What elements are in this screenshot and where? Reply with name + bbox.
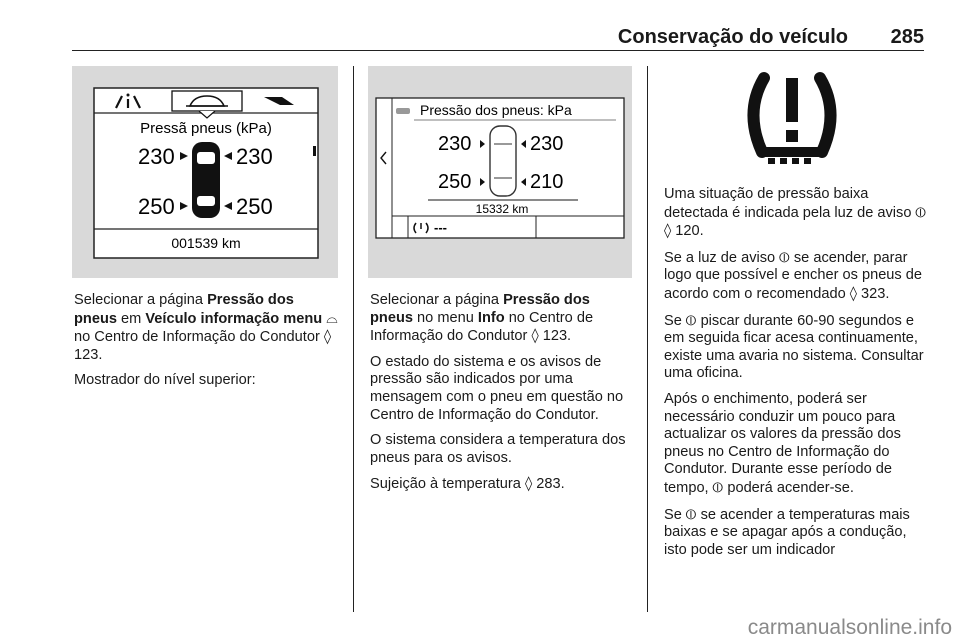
tire-pressure-warning-icon	[662, 66, 924, 174]
figure-tire-pressure-info-display	[368, 66, 632, 278]
paragraph: O estado do sistema e os avisos de pressão são indicados por uma mensagem com o pneu em questão no Centro de Informação do Condutor.	[370, 353, 624, 423]
page-header	[0, 0, 960, 52]
figure-tire-pressure-warning-lamp	[662, 66, 924, 174]
odometer: 001539 km	[171, 235, 241, 251]
column-divider-1	[353, 66, 354, 612]
tire-pressure-display-2	[368, 66, 632, 278]
rear-left-pressure: 250	[438, 171, 472, 193]
page-reference-icon: ◊	[323, 328, 332, 346]
rear-left-pressure: 250	[138, 194, 175, 219]
page-reference-icon: ◊	[849, 284, 857, 302]
front-right-pressure: 230	[236, 144, 273, 169]
paragraph: Uma situação de pressão baixa detectada é indicada pela luz de aviso ⦶ ◊ 120.	[664, 186, 927, 240]
car-outline-icon	[490, 126, 516, 196]
column-divider-2	[647, 66, 648, 612]
paragraph: Se a luz de aviso ⦶ se acender, parar logo que possível e encher os pneus de acordo com o recomendado ◊ 323.	[664, 248, 923, 302]
paragraph: O sistema considera a temperatura dos pneus para os avisos.	[370, 432, 626, 466]
paragraph: Se ⦶ se acender a temperaturas mais baixas e se apagar após a condução, isto pode ser um indicador	[664, 505, 910, 558]
paragraph: Se ⦶ piscar durante 60-90 segundos e em seguida ficar acesa continuamente, existe uma avaria no sistema. Consultar uma oficina.	[664, 311, 924, 382]
column-2-text	[370, 292, 634, 502]
rear-right-pressure: 210	[530, 171, 564, 193]
page-title: Conservação do veículo	[617, 26, 848, 48]
tire-warning-icon: ⦶	[915, 203, 927, 221]
display-title: Pressã pneus (kPa)	[140, 120, 272, 137]
header-rule	[72, 50, 924, 51]
page-number: 285	[890, 26, 924, 48]
figure-tire-pressure-upper-display	[72, 66, 338, 278]
tire-warning-icon: ⦶	[712, 478, 724, 496]
front-right-pressure: 230	[530, 133, 564, 155]
car-menu-icon: ⌓	[326, 309, 338, 327]
watermark: carmanualsonline.info	[747, 616, 952, 639]
display-title: Pressão dos pneus: kPa	[420, 102, 572, 118]
paragraph: Após o enchimento, poderá ser necessário conduzir um pouco para actualizar os valores da pressão dos pneus no Centro de Informação do Condutor. Durante esse período de tempo, ⦶ poderá acender-se.	[664, 390, 901, 496]
paragraph: Selecionar a página Pressão dos pneus em Veículo informação menu ⌓ no Centro de Informação do Condutor ◊ 123.	[74, 292, 338, 363]
page-reference-icon: ◊	[664, 222, 672, 240]
small-car-icon	[396, 108, 410, 114]
tire-pressure-display-1	[72, 66, 338, 278]
page-reference-icon: ◊	[531, 327, 539, 345]
paragraph: Mostrador do nível superior:	[74, 372, 256, 389]
system-status: ---	[434, 220, 447, 235]
car-top-view-icon	[192, 142, 220, 218]
column-1-text	[74, 292, 340, 398]
front-left-pressure: 230	[138, 144, 175, 169]
paragraph: Sujeição à temperatura ◊ 283.	[370, 475, 565, 493]
tire-warning-icon: ⦶	[685, 505, 697, 523]
column-3-text	[664, 186, 930, 567]
tire-warning-icon: ⦶	[779, 248, 790, 266]
paragraph: Selecionar a página Pressão dos pneus no menu Info no Centro de Informação do Condutor ◊ 123.	[370, 292, 594, 345]
front-left-pressure: 230	[438, 133, 472, 155]
rear-right-pressure: 250	[236, 194, 273, 219]
odometer: 15332 km	[475, 202, 529, 216]
tire-warning-icon: ⦶	[685, 311, 697, 329]
page-reference-icon: ◊	[524, 475, 533, 493]
